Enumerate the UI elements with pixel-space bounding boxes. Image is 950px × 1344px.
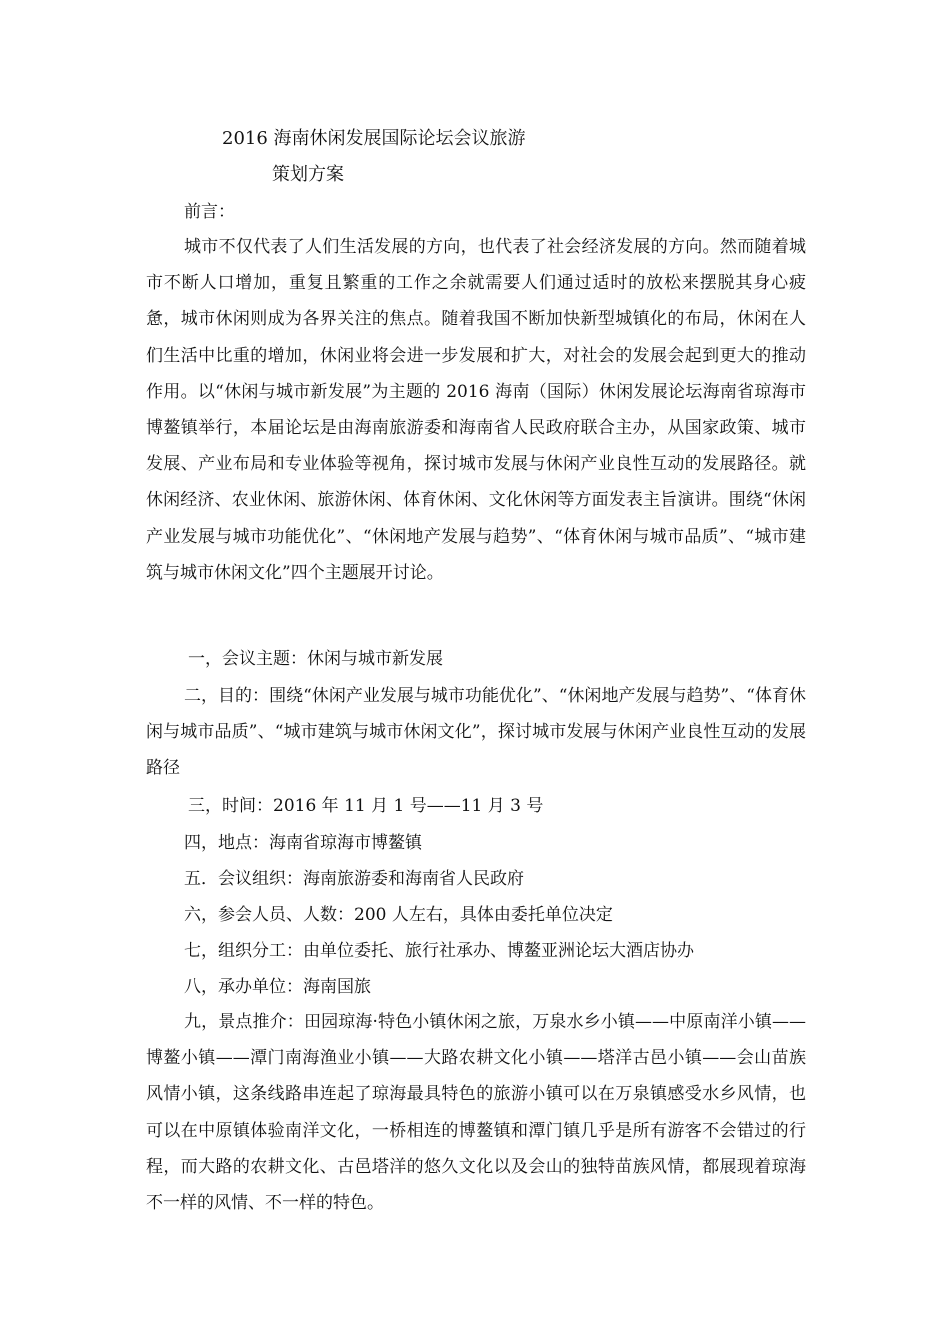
document-title-line-2: 策划方案 [272, 164, 344, 185]
item-organizers: 五．会议组织：海南旅游委和海南省人民政府 [184, 869, 524, 889]
preface-label: 前言： [184, 202, 235, 222]
item-time: 三，时间：2016 年 11 月 1 号——11 月 3 号 [188, 796, 544, 816]
item-meeting-theme: 一，会议主题：休闲与城市新发展 [188, 649, 443, 669]
item-location: 四，地点：海南省琼海市博鳌镇 [184, 833, 422, 853]
item-division: 七，组织分工：由单位委托、旅行社承办、博鳌亚洲论坛大酒店协办 [184, 941, 694, 961]
intro-paragraph: 城市不仅代表了人们生活发展的方向，也代表了社会经济发展的方向。然而随着城市不断人口增加，重复且繁重的工作之余就需要人们通过适时的放松来摆脱其身心疲惫，城市休闲则成为各界关注的焦点。随着我国不断加快新型城镇化的布局，休闲在人们生活中比重的增加，休闲业将会进一步发展和扩大，对社会的发展会起到更大的推动作用。以“休闲与城市新发展”为主题的 2016 海南（国际）休闲发展论坛海南省琼海市博鳌镇举行，本届论坛是由海南旅游委和海南省人民政府联合主办，从国家政策、城市发展、产业布局和专业体验等视角，探讨城市发展与休闲产业良性互动的发展路径。就休闲经济、农业休闲、旅游休闲、体育休闲、文化休闲等方面发表主旨演讲。围绕“休闲产业发展与城市功能优化”、“休闲地产发展与趋势”、“体育休闲与城市品质”、“城市建筑与城市休闲文化”四个主题展开讨论。 [146, 237, 806, 583]
item-attendees: 六，参会人员、人数：200 人左右，具体由委托单位决定 [184, 905, 613, 925]
item-spots-recommendation: 九，景点推介：田园琼海·特色小镇休闲之旅，万泉水乡小镇——中原南洋小镇——博鳌小镇——潭门南海渔业小镇——大路农耕文化小镇——塔洋古邑小镇——会山苗族风情小镇，这条线路串连起了琼海最具特色的旅游小镇可以在万泉镇感受水乡风情，也可以在中原镇体验南洋文化，一桥相连的博鳌镇和潭门镇几乎是所有游客不会错过的行程，而大路的农耕文化、古邑塔洋的悠久文化以及会山的独特苗族风情，都展现着琼海不一样的风情、不一样的特色。 [146, 1012, 806, 1214]
item-host: 八，承办单位：海南国旅 [184, 977, 371, 997]
document-title-line-1: 2016 海南休闲发展国际论坛会议旅游 [222, 128, 526, 149]
item-purpose: 二，目的：围绕“休闲产业发展与城市功能优化”、“休闲地产发展与趋势”、“体育休闲与城市品质”、“城市建筑与城市休闲文化”，探讨城市发展与休闲产业良性互动的发展路径 [146, 686, 806, 779]
